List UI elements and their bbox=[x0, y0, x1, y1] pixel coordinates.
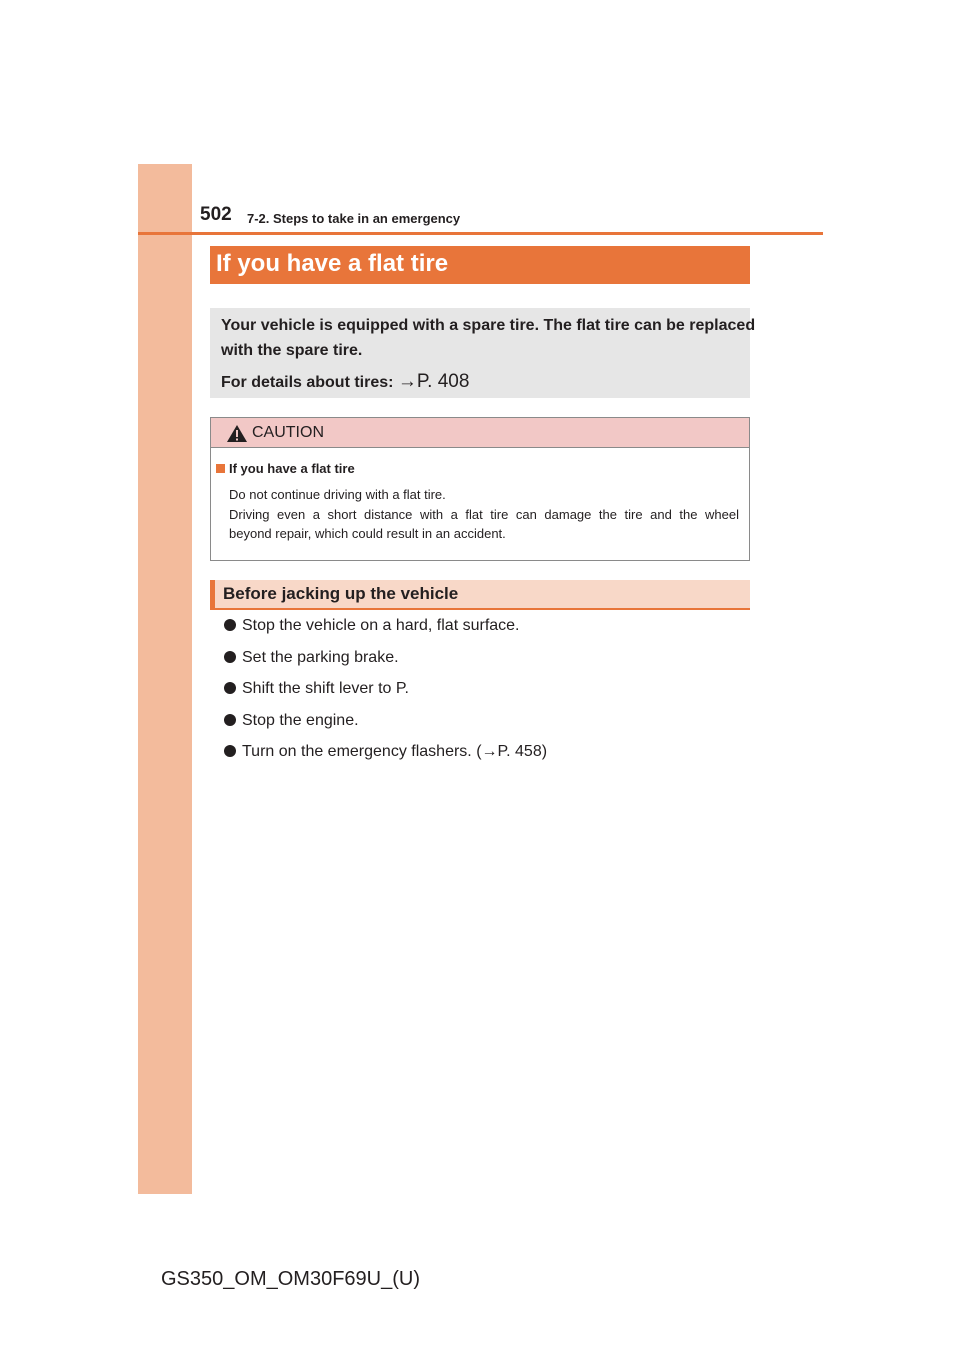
bullet-icon bbox=[224, 619, 236, 631]
intro-box bbox=[210, 308, 756, 398]
bullet-icon bbox=[224, 745, 236, 757]
caution-box bbox=[210, 417, 750, 561]
side-tab bbox=[138, 164, 192, 1194]
list-item bbox=[224, 649, 547, 681]
caution-item-heading bbox=[216, 461, 355, 476]
step-text: Stop the vehicle on a hard, flat surface. bbox=[242, 617, 520, 634]
bullet-icon bbox=[224, 714, 236, 726]
list-item bbox=[224, 680, 547, 712]
step-text: Set the parking brake. bbox=[242, 648, 399, 666]
intro-line-1: Your vehicle is equipped with a spare tire. The flat tire can be replaced bbox=[221, 317, 756, 334]
subsection-title: Before jacking up the vehicle bbox=[223, 584, 459, 603]
caution-body-line-3: beyond repair, which could result in an accident. bbox=[229, 526, 506, 541]
caution-body-line-2: Driving even a short distance with a flat tire can damage the tire and the wheel bbox=[229, 506, 739, 522]
caution-header bbox=[211, 418, 749, 448]
step-text: Stop the engine. bbox=[242, 711, 359, 729]
caution-body-line-1: Do not continue driving with a flat tire. bbox=[229, 487, 446, 502]
list-item bbox=[224, 743, 547, 775]
bullet-icon bbox=[224, 651, 236, 663]
warning-triangle-icon bbox=[226, 424, 248, 443]
bullet-icon bbox=[224, 682, 236, 694]
caution-label: CAUTION bbox=[252, 424, 324, 441]
step-text: Turn on the emergency flashers. (→P. 458) bbox=[242, 743, 548, 760]
caution-body bbox=[229, 485, 739, 544]
intro-reference bbox=[221, 369, 739, 395]
steps-list bbox=[224, 617, 547, 775]
section-path: 7-2. Steps to take in an emergency bbox=[247, 211, 461, 226]
intro-ref-label: For details about tires: bbox=[221, 374, 398, 391]
intro-ref-link[interactable]: →P. 408 bbox=[397, 371, 470, 392]
page-title: If you have a flat tire bbox=[216, 250, 449, 277]
title-bar bbox=[210, 246, 750, 284]
footer-code: GS350_OM_OM30F69U_(U) bbox=[161, 1268, 420, 1290]
caution-item-heading-text: If you have a flat tire bbox=[229, 461, 355, 476]
intro-line-2: with the spare tire. bbox=[221, 342, 363, 359]
list-item bbox=[224, 617, 547, 649]
square-bullet-icon bbox=[216, 464, 225, 473]
subsection-header bbox=[210, 580, 750, 610]
page-number: 502 bbox=[200, 204, 232, 225]
step-text: Shift the shift lever to P. bbox=[242, 680, 409, 697]
header-rule bbox=[138, 232, 823, 235]
list-item bbox=[224, 712, 547, 744]
subsection-accent bbox=[210, 580, 215, 610]
